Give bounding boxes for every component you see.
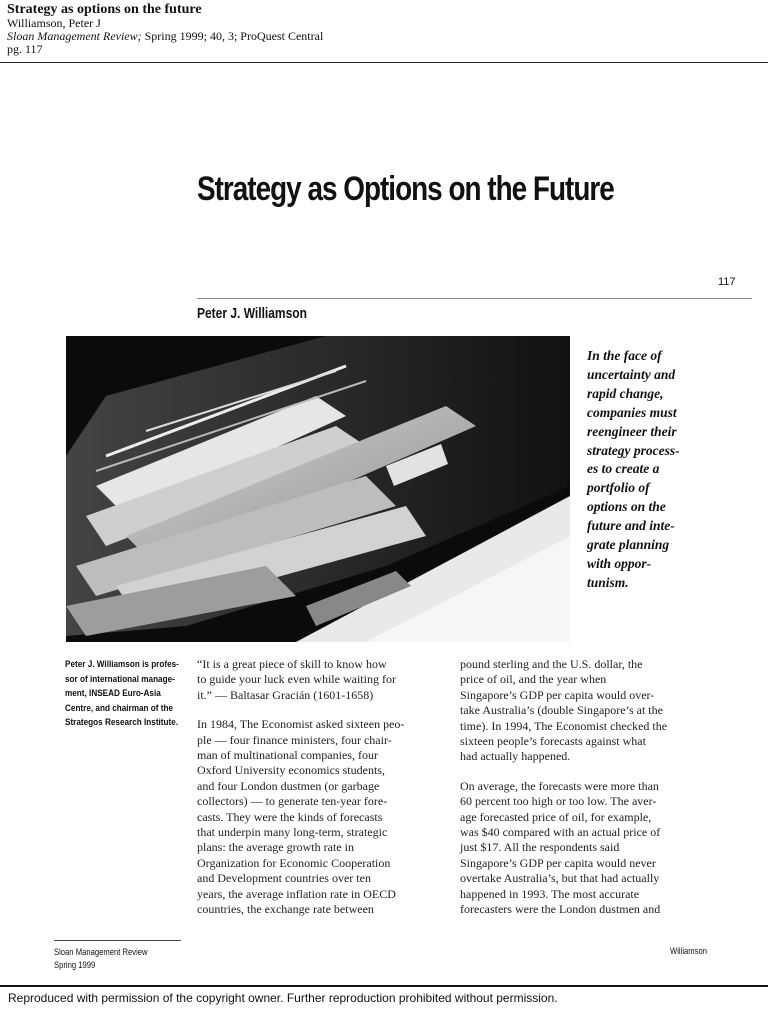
footer-author: Williamson	[670, 946, 707, 956]
body-line: Organization for Economic Cooperation	[197, 855, 391, 870]
page-number: 117	[718, 276, 736, 288]
body-line: just $17. All the respondents said	[460, 840, 620, 855]
bio-line: Centre, and chairman of the	[65, 702, 174, 714]
body-paragraph	[460, 779, 706, 918]
article-title: Strategy as Options on the Future	[197, 170, 614, 208]
deck-line: uncertainty and	[587, 366, 676, 382]
deck-line: es to create a	[587, 461, 660, 477]
papers-photo-illustration	[66, 336, 570, 642]
footer-journal	[54, 946, 148, 972]
body-line: On average, the forecasts were more than	[460, 778, 659, 793]
body-line: had actually happened.	[460, 749, 571, 764]
bio-line: sor of international manage-	[65, 673, 175, 685]
body-line: that underpin many long-term, strategic	[197, 825, 388, 840]
body-column-1	[197, 657, 435, 932]
footer-divider	[54, 940, 181, 941]
body-line: and four London dustmen (or garbage	[197, 778, 380, 793]
footer-issue: Spring 1999	[54, 960, 96, 970]
body-column-2	[460, 657, 706, 932]
copyright-notice: Reproduced with permission of the copyright owner. Further reproduction prohibited without permission.	[8, 991, 558, 1005]
bio-line: ment, INSEAD Euro-Asia	[65, 688, 161, 700]
epigraph	[197, 657, 435, 703]
body-line: time). In 1994, The Economist checked the	[460, 718, 668, 733]
deck-line: with oppor-	[587, 555, 652, 571]
body-line: Oxford University economics students,	[197, 763, 385, 778]
body-paragraph	[460, 657, 706, 765]
title-divider	[197, 298, 752, 299]
proquest-source	[7, 30, 747, 43]
deck-line: In the face of	[587, 348, 662, 363]
deck-line: strategy process-	[587, 442, 680, 458]
body-line: Singapore’s GDP per capita would over-	[460, 687, 655, 702]
body-line: overtake Australia’s, but that had actually	[460, 871, 660, 886]
body-line: take Australia’s (double Singapore’s at the	[460, 703, 663, 718]
deck-line: rapid change,	[587, 385, 664, 401]
body-line: Singapore’s GDP per capita would never	[460, 855, 656, 870]
deck-line: tunism.	[587, 574, 629, 590]
proquest-page: pg. 117	[7, 42, 43, 56]
body-line: collectors) — to generate ten-year fore-	[197, 794, 388, 809]
bio-line: Strategos Research Institute.	[65, 717, 179, 729]
copyright-divider	[0, 985, 768, 987]
header-divider	[0, 62, 768, 63]
body-line: and Development countries over ten	[197, 871, 371, 886]
epigraph-line: it.” — Baltasar Gracián (1601-1658)	[197, 687, 374, 702]
deck-line: future and inte-	[587, 518, 675, 534]
proquest-issue: Spring 1999; 40, 3; ProQuest Central	[144, 29, 324, 43]
epigraph-line: “It is a great piece of skill to know how	[197, 657, 387, 671]
proquest-title: Strategy as options on the future	[7, 2, 202, 17]
body-line: age forecasted price of oil, for example,	[460, 809, 652, 824]
footer-journal-name: Sloan Management Review	[54, 947, 148, 957]
article-author: Peter J. Williamson	[197, 305, 307, 322]
body-line: ple — four finance ministers, four chair-	[197, 732, 392, 747]
body-line: forecasters were the London dustmen and	[460, 902, 661, 917]
body-line: price of oil, and the year when	[460, 672, 607, 687]
body-paragraph	[197, 717, 435, 917]
body-line: happened in 1993. The most accurate	[460, 886, 640, 901]
body-line: pound sterling and the U.S. dollar, the	[460, 657, 643, 671]
article-deck	[587, 347, 727, 593]
deck-line: companies must	[587, 404, 677, 420]
deck-line: reengineer their	[587, 423, 677, 439]
deck-line: portfolio of	[587, 480, 650, 496]
deck-line: grate planning	[587, 537, 670, 553]
proquest-header	[7, 2, 747, 56]
body-line: years, the average inflation rate in OECD	[197, 886, 396, 901]
author-bio	[65, 658, 187, 731]
bio-line: Peter J. Williamson is profes-	[65, 659, 179, 670]
body-line: In 1984, The Economist asked sixteen peo-	[197, 717, 405, 732]
body-line: was $40 compared with an actual price of	[460, 825, 661, 840]
body-line: man of multinational companies, four	[197, 748, 378, 763]
epigraph-line: to guide your luck even while waiting for	[197, 672, 396, 687]
body-line: 60 percent too high or too low. The aver-	[460, 794, 657, 809]
article-photo	[66, 336, 570, 642]
deck-line: options on the	[587, 499, 666, 515]
proquest-journal: Sloan Management Review;	[7, 29, 142, 43]
body-line: countries, the exchange rate between	[197, 902, 374, 917]
body-line: plans: the average growth rate in	[197, 840, 354, 855]
body-line: casts. They were the kinds of forecasts	[197, 809, 383, 824]
body-line: sixteen people’s forecasts against what	[460, 734, 646, 749]
proquest-author: Williamson, Peter J	[7, 16, 101, 30]
